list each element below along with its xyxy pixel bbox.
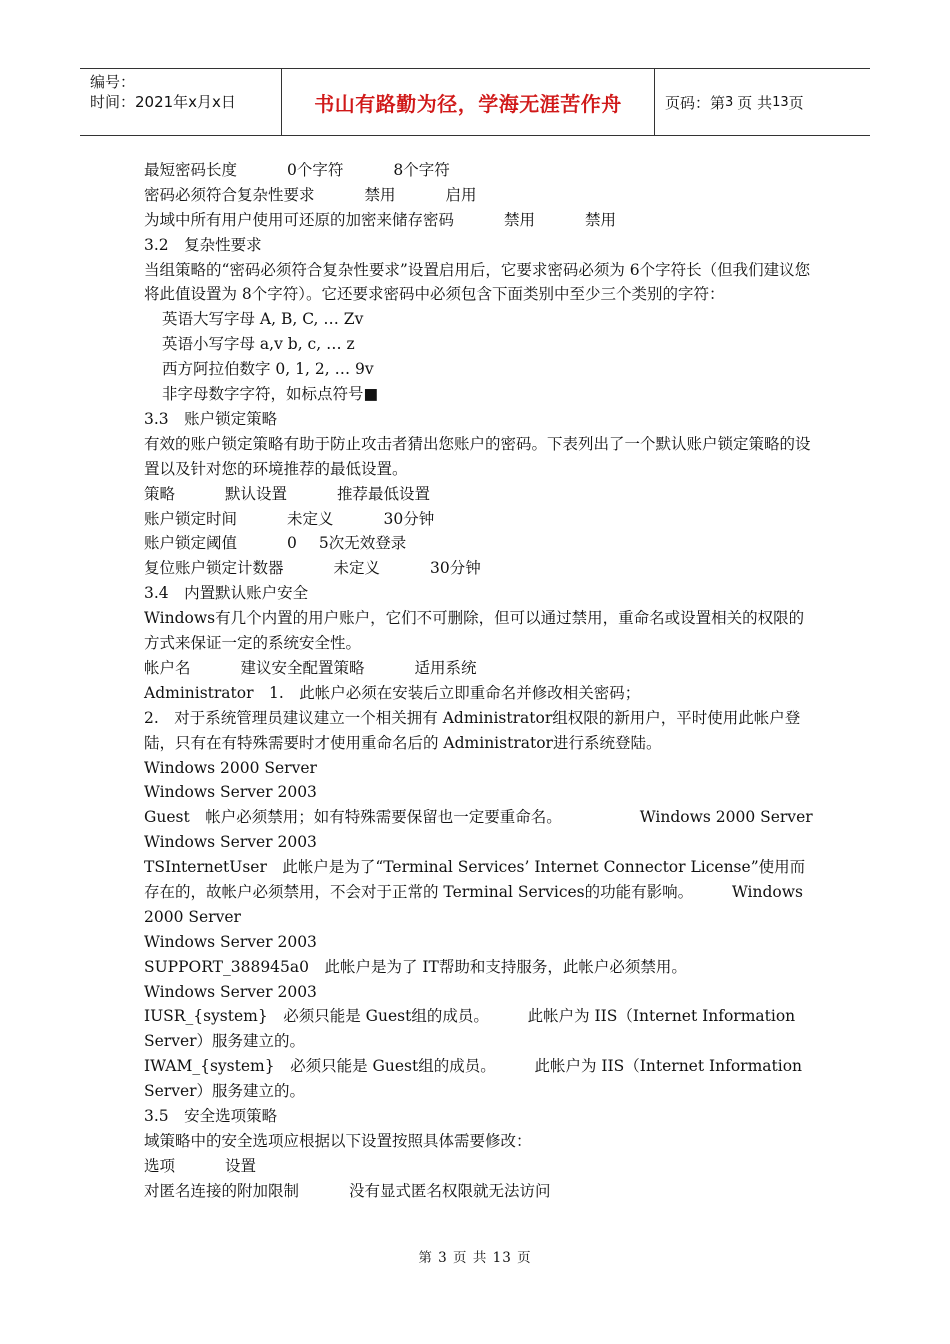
- document-body: [144, 158, 812, 1204]
- page-header: [80, 68, 870, 136]
- admin-item-1: Administrator 1. 此帐户必须在安装后立即重命名并修改相关密码；: [144, 683, 641, 702]
- page-suffix: 页: [788, 93, 804, 112]
- header-meta: [80, 69, 282, 135]
- options-row-anonymous: 对匿名连接的附加限制 没有显式匿名权限就无法访问: [144, 1181, 551, 1200]
- lockout-row-threshold: 账户锁定阈值 0 5次无效登录: [144, 534, 407, 553]
- lockout-table-header: 策略 默认设置 推荐最低设置: [144, 484, 431, 503]
- row-min-pwd-length: 最短密码长度 0个字符 8个字符: [144, 161, 450, 179]
- page-footer: 第 3 页 共 13 页: [418, 1250, 532, 1266]
- section-3-4-heading: 3.4 内置默认账户安全: [144, 584, 309, 603]
- category-uppercase: 英语大写字母 A, B, C, … Zv: [162, 310, 364, 329]
- options-table-header: 选项 设置: [144, 1156, 257, 1175]
- header-motto: 书山有路勤为径，学海无涯苦作舟: [282, 69, 655, 135]
- section-3-3-paragraph: 有效的账户锁定策略有助于防止攻击者猜出您账户的密码。下表列出了一个默认账户锁定策略的设置以及针对您的环境推荐的最低设置。: [144, 434, 811, 478]
- section-3-5-heading: 3.5 安全选项策略: [144, 1107, 278, 1126]
- category-lowercase: 英语小写字母 a,v b, c, … z: [162, 335, 355, 354]
- admin-item-2: 2. 对于系统管理员建议建立一个相关拥有 Administrator组权限的新用户，平时使用此帐户登陆，只有在有特殊需要时才使用重命名后的 Administrator进行系统登陆。: [144, 708, 801, 752]
- lockout-row-reset: 复位账户锁定计数器 未定义 30分钟: [144, 559, 481, 578]
- section-3-4-paragraph: Windows有几个内置的用户账户，它们不可删除，但可以通过禁用，重命名或设置相关的权限的方式来保证一定的系统安全性。: [144, 609, 805, 652]
- guest-system-2003: Windows Server 2003: [144, 833, 317, 852]
- page-prefix: 页码：第: [665, 93, 726, 112]
- section-3-2-heading: 3.2 复杂性要求: [144, 235, 262, 254]
- header-page-info: [655, 69, 870, 135]
- page-total: 13: [772, 94, 789, 110]
- admin-system-2003: Windows Server 2003: [144, 783, 317, 802]
- section-3-5-paragraph: 域策略中的安全选项应根据以下设置按照具体需要修改：: [144, 1131, 532, 1150]
- time-label: 时间：2021年x月x日: [90, 93, 236, 111]
- ts-system-2003: Windows Server 2003: [144, 932, 317, 951]
- support-row: SUPPORT_388945a0 此帐户是为了 IT帮助和支持服务，此帐户必须禁用。: [144, 957, 687, 976]
- iwam-row: IWAM_{system} 必须只能是 Guest组的成员。 此帐户为 IIS（Internet Information Server）服务建立的。: [144, 1057, 803, 1101]
- tsinternetuser-row: TSInternetUser 此帐户是为了“Terminal Services’ Internet Connector License”使用而存在的，故帐户必须禁用，不会对于正常的 Terminal Services的功能有影响。 Windows 2000 Server: [144, 858, 806, 926]
- category-symbols: 非字母数字字符，如标点符号■: [162, 385, 379, 404]
- number-label: 编号：: [90, 73, 136, 91]
- accounts-table-header: 帐户名 建议安全配置策略 适用系统: [144, 658, 477, 677]
- row-complexity: 密码必须符合复杂性要求 禁用 启用: [144, 185, 477, 204]
- support-system-2003: Windows Server 2003: [144, 982, 317, 1001]
- category-digits: 西方阿拉伯数字 0, 1, 2, … 9v: [162, 360, 374, 379]
- page-mid: 页 共: [737, 93, 773, 112]
- section-3-3-heading: 3.3 账户锁定策略: [144, 409, 278, 428]
- row-reversible: 为域中所有用户使用可还原的加密来储存密码 禁用 禁用: [144, 210, 617, 229]
- guest-row: Guest 帐户必须禁用；如有特殊需要保留也一定要重命名。 Windows 2000 Server: [144, 808, 813, 827]
- admin-system-2000: Windows 2000 Server: [144, 758, 317, 777]
- iusr-row: IUSR_{system} 必须只能是 Guest组的成员。 此帐户为 IIS（Internet Information Server）服务建立的。: [144, 1007, 796, 1051]
- lockout-row-duration: 账户锁定时间 未定义 30分钟: [144, 509, 435, 528]
- section-3-2-paragraph: 当组策略的“密码必须符合复杂性要求”设置启用后，它要求密码必须为 6个字符长（但我们建议您将此值设置为 8个字符）。它还要求密码中必须包含下面类别中至少三个类别的字符：: [144, 260, 811, 304]
- page-number: 3: [725, 94, 734, 110]
